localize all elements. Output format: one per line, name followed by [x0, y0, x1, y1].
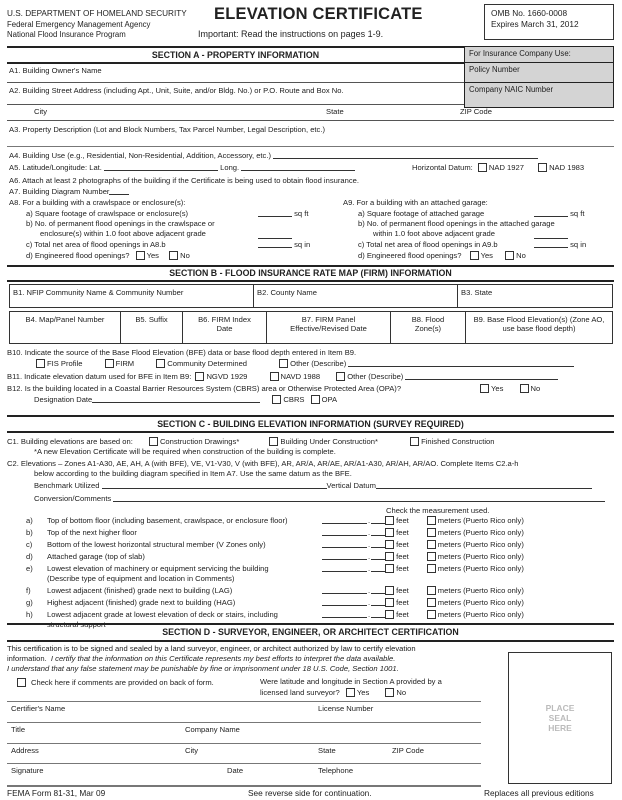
vertical-datum-label: Vertical Datum	[326, 481, 376, 490]
b12-yes-checkbox[interactable]	[480, 384, 489, 393]
elevation-decimal-input[interactable]	[371, 598, 385, 606]
elevation-item-entry: . feet meters (Puerto Rico only)	[322, 610, 524, 619]
b12-answer	[480, 384, 540, 393]
elevation-item-label: (Describe type of equipment and location in Comments)	[47, 574, 235, 583]
elevation-item-entry: . feet meters (Puerto Rico only)	[322, 516, 524, 525]
cbrs-label: CBRS	[283, 395, 305, 404]
feet-checkbox[interactable]	[385, 610, 394, 619]
a9b-label-1: b) No. of permanent flood openings in the attached garage	[358, 219, 555, 228]
a5-latitude-input[interactable]	[104, 163, 218, 171]
elevation-item-key: a)	[26, 516, 33, 525]
a3-property-description-field[interactable]: A3. Property Description (Lot and Block Numbers, Tax Parcel Number, Legal Description, etc.)	[9, 125, 325, 134]
check-measurement-label: Check the measurement used.	[386, 506, 490, 515]
a9c-unit: sq in	[570, 240, 587, 249]
divider	[7, 431, 614, 433]
omb-expires: Expires March 31, 2012	[491, 19, 579, 29]
a4-row	[9, 151, 538, 160]
b10-other-checkbox[interactable]	[279, 359, 288, 368]
elevation-item-entry: . feet meters (Puerto Rico only)	[322, 564, 524, 573]
feet-label: feet	[396, 586, 409, 595]
a9b-label-2: within 1.0 foot above adjacent grade	[373, 229, 496, 238]
meters-label: meters (Puerto Rico only)	[437, 552, 524, 561]
divider	[7, 146, 614, 147]
cbrs-checkbox[interactable]	[272, 395, 281, 404]
latlong-question-row	[260, 688, 406, 697]
designation-date-input[interactable]	[92, 395, 260, 403]
a9b-row	[534, 231, 568, 240]
agency-line-fema: Federal Emergency Management Agency	[7, 19, 151, 29]
feet-label: feet	[396, 528, 409, 537]
a2-state-field[interactable]: State	[326, 107, 344, 116]
elevation-item-key: d)	[26, 552, 33, 561]
conversion-row	[34, 494, 605, 503]
agency-block	[7, 9, 187, 41]
state-field[interactable]: State	[318, 746, 336, 755]
elevation-decimal-input[interactable]	[371, 586, 385, 594]
meters-checkbox[interactable]	[427, 540, 436, 549]
latlong-yes-label: Yes	[356, 688, 370, 697]
elevation-decimal-input[interactable]	[371, 528, 385, 536]
a4-building-use-label: A4. Building Use (e.g., Residential, Non-Residential, Addition, Accessory, etc.)	[9, 151, 271, 160]
b11-other-label: Other (Describe)	[347, 372, 404, 381]
a9d-label: d) Engineered flood openings?	[358, 251, 462, 260]
divider	[7, 280, 614, 282]
firm-table-row-1	[9, 284, 613, 308]
a8d-yes-label: Yes	[146, 251, 159, 260]
horizontal-datum-label: Horizontal Datum:	[412, 163, 473, 172]
divider	[7, 62, 464, 64]
elevation-value-input[interactable]	[322, 516, 367, 524]
b7-panel-date-field[interactable]: B7. FIRM Panel Effective/Revised Date	[267, 312, 391, 343]
a9d-no-checkbox[interactable]	[505, 251, 514, 260]
a9a-label: a) Square footage of attached garage	[358, 209, 485, 218]
a2-zip-field[interactable]: ZIP Code	[460, 107, 492, 116]
company-name-field[interactable]: Company Name	[185, 725, 240, 734]
feet-label: feet	[396, 540, 409, 549]
divider	[7, 82, 464, 83]
agency-line-nfip: National Flood Insurance Program	[7, 30, 126, 39]
b10-label: B10. Indicate the source of the Base Flood Elevation (BFE) data or base flood depth entered in Item B9.	[7, 348, 357, 357]
a8b-label-1: b) No. of permanent flood openings in the crawlspace or	[26, 219, 215, 228]
elevation-item-label: Bottom of the lowest horizontal structural member (V Zones only)	[47, 540, 266, 549]
a8c-label: c) Total net area of flood openings in A8.b	[26, 240, 166, 249]
a5-longitude-label: Long.	[220, 163, 240, 172]
divider	[7, 785, 481, 787]
feet-checkbox[interactable]	[385, 598, 394, 607]
certifier-name-field[interactable]: Certifier's Name	[11, 704, 66, 713]
a8b-label-2: enclosure(s) within 1.0 foot above adjacent grade	[40, 229, 206, 238]
divider	[7, 265, 614, 267]
certification-statement: I certify that the information on this Certificate represents my best efforts to interpret the data available.	[50, 654, 396, 663]
conversion-input[interactable]	[113, 494, 605, 502]
a9a-row	[534, 209, 584, 218]
divider	[7, 623, 614, 625]
meters-checkbox[interactable]	[427, 564, 436, 573]
signature-field[interactable]: Signature	[11, 766, 44, 775]
elevation-item-label: Lowest elevation of machinery or equipment servicing the building	[47, 564, 269, 573]
feet-checkbox[interactable]	[385, 564, 394, 573]
section-d-title: SECTION D - SURVEYOR, ENGINEER, OR ARCHITECT CERTIFICATION	[162, 627, 459, 637]
elevation-item-label: Lowest adjacent grade at lowest elevation of deck or stairs, including	[47, 610, 278, 619]
a7-diagram-input[interactable]	[109, 187, 129, 195]
elevation-decimal-input[interactable]	[371, 610, 385, 618]
meters-checkbox[interactable]	[427, 552, 436, 561]
meters-label: meters (Puerto Rico only)	[437, 610, 524, 619]
b10-firm-label: FIRM	[115, 359, 135, 368]
seal-text-place: PLACE	[545, 703, 575, 713]
vertical-datum-input[interactable]	[376, 481, 592, 489]
a6-photos-note: A6. Attach at least 2 photographs of the building if the Certificate is being used to obtain flood insurance.	[9, 176, 359, 185]
meters-label: meters (Puerto Rico only)	[437, 516, 524, 525]
meters-checkbox[interactable]	[427, 516, 436, 525]
b10-other-input[interactable]	[348, 359, 574, 367]
b12-no-label: No	[530, 384, 541, 393]
horizontal-datum-row	[412, 163, 584, 172]
latlong-question-1: Were latitude and longitude in Section A provided by a	[260, 677, 442, 686]
elevation-value-input[interactable]	[322, 528, 367, 536]
b10-community-label: Community Determined	[167, 359, 248, 368]
under-construction-label: Building Under Construction*	[280, 437, 378, 446]
b2-county-field[interactable]: B2. County Name	[254, 285, 458, 307]
naic-number-field[interactable]: Company NAIC Number	[469, 85, 554, 94]
title-field[interactable]: Title	[11, 725, 26, 734]
comments-back-label: Check here if comments are provided on back of form.	[31, 678, 214, 687]
certification-text-2	[7, 654, 395, 663]
comments-check-row	[17, 678, 214, 687]
firm-table-row-2	[9, 311, 613, 344]
feet-label: feet	[396, 564, 409, 573]
a8d-row	[26, 251, 190, 260]
elevation-item-entry: . feet meters (Puerto Rico only)	[322, 586, 524, 595]
feet-label: feet	[396, 610, 409, 619]
b5-suffix-field[interactable]: B5. Suffix	[121, 312, 183, 343]
a8-title: A8. For a building with a crawlspace or enclosure(s):	[9, 198, 186, 207]
a9b-input[interactable]	[534, 231, 568, 239]
b10-options	[36, 359, 574, 368]
nad1927-checkbox[interactable]	[478, 163, 487, 172]
b10-community-checkbox[interactable]	[156, 359, 165, 368]
instructions-note: Important: Read the instructions on pages 1-9.	[198, 29, 384, 39]
replaces-note: Replaces all previous editions	[484, 788, 594, 798]
a8a-unit: sq ft	[294, 209, 309, 218]
date-field[interactable]: Date	[227, 766, 244, 775]
a8b-input[interactable]	[258, 231, 292, 239]
meters-label: meters (Puerto Rico only)	[437, 528, 524, 537]
latlong-no-label: No	[396, 688, 407, 697]
benchmark-label: Benchmark Utilized	[34, 481, 100, 490]
meters-label: meters (Puerto Rico only)	[437, 598, 524, 607]
feet-checkbox[interactable]	[385, 552, 394, 561]
opa-checkbox[interactable]	[311, 395, 320, 404]
feet-label: feet	[396, 598, 409, 607]
page-title: ELEVATION CERTIFICATE	[214, 5, 423, 23]
certification-text-3: I understand that any false statement may be punishable by fine or imprisonment under 18 U.S. Code, Section 1001.	[7, 664, 399, 673]
a8d-no-checkbox[interactable]	[169, 251, 178, 260]
omb-box	[484, 4, 614, 40]
a1-owner-name-field[interactable]: A1. Building Owner's Name	[9, 66, 102, 75]
elevation-item-label: Top of the next higher floor	[47, 528, 137, 537]
form-id: FEMA Form 81-31, Mar 09	[7, 788, 106, 798]
b11-navd-label: NAVD 1988	[280, 372, 321, 381]
elevation-item-entry: . feet meters (Puerto Rico only)	[322, 598, 524, 607]
zip-field[interactable]: ZIP Code	[392, 746, 424, 755]
a5-longitude-input[interactable]	[241, 163, 355, 171]
finished-construction-checkbox[interactable]	[410, 437, 419, 446]
b11-other-input[interactable]	[405, 372, 558, 380]
elevation-item-key: f)	[26, 586, 31, 595]
a8c-input[interactable]	[258, 240, 292, 248]
a7-diagram-label: A7. Building Diagram Number	[9, 187, 110, 196]
certification-info-word: information.	[7, 654, 47, 663]
policy-number-field[interactable]: Policy Number	[465, 63, 613, 83]
meters-label: meters (Puerto Rico only)	[437, 540, 524, 549]
elevation-value-input[interactable]	[322, 598, 367, 606]
a9d-yes-label: Yes	[480, 251, 493, 260]
meters-checkbox[interactable]	[427, 586, 436, 595]
b12-yes-label: Yes	[491, 384, 504, 393]
a5-latitude-label: A5. Latitude/Longitude: Lat.	[9, 163, 102, 172]
elevation-item-label: Highest adjacent (finished) grade next to building (HAG)	[47, 598, 236, 607]
divider	[7, 640, 614, 642]
continuation-note: See reverse side for continuation.	[248, 788, 372, 798]
a9d-no-label: No	[516, 251, 526, 260]
insurance-box-heading: For Insurance Company Use:	[465, 47, 613, 63]
elevation-value-input[interactable]	[322, 564, 367, 572]
elevation-item-label: Attached garage (top of slab)	[47, 552, 145, 561]
c1-row	[7, 437, 495, 446]
construction-drawings-label: Construction Drawings*	[159, 437, 240, 446]
elevation-item-key: h)	[26, 610, 33, 619]
b12-no-checkbox[interactable]	[520, 384, 529, 393]
elevation-value-input[interactable]	[322, 540, 367, 548]
feet-checkbox[interactable]	[385, 586, 394, 595]
elevation-decimal-input[interactable]	[371, 516, 385, 524]
nad1927-label: NAD 1927	[488, 163, 524, 172]
elevation-item-key: g)	[26, 598, 33, 607]
a9a-unit: sq ft	[570, 209, 585, 218]
divider	[7, 120, 614, 121]
nad1983-checkbox[interactable]	[538, 163, 547, 172]
b10-firm-checkbox[interactable]	[105, 359, 114, 368]
certification-text-1: This certification is to be signed and sealed by a land surveyor, engineer, or architect authorized by law to certify elevation	[7, 644, 416, 653]
meters-label: meters (Puerto Rico only)	[437, 564, 524, 573]
b11-label: B11. Indicate elevation datum used for BFE in Item B9:	[7, 372, 192, 381]
a8c-row	[258, 240, 310, 249]
a9d-row	[358, 251, 526, 260]
latlong-no-checkbox[interactable]	[385, 688, 394, 697]
seal-placeholder	[508, 652, 612, 784]
divider	[7, 701, 481, 702]
agency-line-dhs: U.S. DEPARTMENT OF HOMELAND SECURITY	[7, 9, 187, 18]
a8a-row	[258, 209, 308, 218]
b9-bfe-field[interactable]: B9. Base Flood Elevation(s) (Zone AO, use base flood depth)	[473, 315, 605, 333]
b10-other-label: Other (Describe)	[290, 359, 347, 368]
nad1983-label: NAD 1983	[549, 163, 585, 172]
under-construction-checkbox[interactable]	[269, 437, 278, 446]
benchmark-input[interactable]	[102, 481, 327, 489]
meters-checkbox[interactable]	[427, 528, 436, 537]
feet-checkbox[interactable]	[385, 516, 394, 525]
section-a-title: SECTION A - PROPERTY INFORMATION	[151, 50, 320, 60]
meters-label: meters (Puerto Rico only)	[437, 586, 524, 595]
feet-label: feet	[396, 516, 409, 525]
a8c-unit: sq in	[294, 240, 311, 249]
divider	[7, 763, 481, 764]
a2-city-field[interactable]: City	[34, 107, 48, 116]
elevation-decimal-input[interactable]	[371, 552, 385, 560]
elevation-item-label: Top of bottom floor (including basement, crawlspace, or enclosure floor)	[47, 516, 288, 525]
a9c-label: c) Total net area of flood openings in A9.b	[358, 240, 498, 249]
conversion-label: Conversion/Comments	[34, 494, 112, 503]
meters-checkbox[interactable]	[427, 598, 436, 607]
b10-fis-profile-label: FIS Profile	[47, 359, 83, 368]
benchmark-row	[34, 481, 592, 490]
b4-map-panel-field[interactable]: B4. Map/Panel Number	[10, 312, 121, 343]
seal-text-seal: SEAL	[548, 713, 572, 723]
construction-drawings-checkbox[interactable]	[149, 437, 158, 446]
c2-line-1: C2. Elevations – Zones A1-A30, AE, AH, A (with BFE), VE, V1-V30, V (with BFE), AR, AR/A, AR/AE, AR/A1-A30, AR/AH, AR/AO. Complete Items C2.a-h	[7, 459, 519, 468]
b11-navd-checkbox[interactable]	[270, 372, 279, 381]
elevation-value-input[interactable]	[322, 610, 367, 618]
section-b-title: SECTION B - FLOOD INSURANCE RATE MAP (FIRM) INFORMATION	[169, 268, 452, 278]
b12-designation-row	[34, 395, 337, 404]
b8-flood-zone-field[interactable]: B8. Flood Zone(s)	[391, 312, 466, 343]
a2-street-address-field[interactable]: A2. Building Street Address (including Apt., Unit, Suite, and/or Bldg. No.) or P.O. Route and Box No.	[9, 86, 344, 95]
elevation-item-key: e)	[26, 564, 33, 573]
elevation-value-input[interactable]	[322, 552, 367, 560]
elevation-item-key: c)	[26, 540, 33, 549]
finished-construction-label: Finished Construction	[421, 437, 495, 446]
divider	[7, 743, 481, 744]
divider	[7, 722, 481, 723]
opa-label: OPA	[321, 395, 338, 404]
a9c-row	[534, 240, 586, 249]
a8d-yes-checkbox[interactable]	[136, 251, 145, 260]
latlong-question-2: licensed land surveyor?	[260, 688, 340, 697]
b12-label: B12. Is the building located in a Coastal Barrier Resources System (CBRS) area or Otherwise Protected Area (OPA)?	[7, 384, 402, 393]
elevation-item-label: structural support	[47, 620, 106, 629]
meters-checkbox[interactable]	[427, 610, 436, 619]
elevation-decimal-input[interactable]	[371, 564, 385, 572]
elevation-item-key: b)	[26, 528, 33, 537]
telephone-field[interactable]: Telephone	[318, 766, 354, 775]
a9a-input[interactable]	[534, 209, 568, 217]
address-field[interactable]: Address	[11, 746, 39, 755]
divider	[7, 415, 614, 417]
a9d-yes-checkbox[interactable]	[470, 251, 479, 260]
section-c-title: SECTION C - BUILDING ELEVATION INFORMATION (SURVEY REQUIRED)	[157, 419, 464, 429]
b11-row	[7, 372, 558, 381]
omb-number: OMB No. 1660-0008	[491, 8, 568, 18]
a8a-label: a) Square footage of crawlspace or enclosure(s)	[26, 209, 189, 218]
c2-line-2: below according to the building diagram specified in Item A7. Use the same datum as the BFE.	[34, 469, 352, 478]
b10-fis-profile-checkbox[interactable]	[36, 359, 45, 368]
feet-checkbox[interactable]	[385, 528, 394, 537]
elevation-item-entry: . feet meters (Puerto Rico only)	[322, 540, 524, 549]
a8b-row	[258, 231, 292, 240]
seal-text-here: HERE	[548, 723, 572, 733]
a8a-input[interactable]	[258, 209, 292, 217]
a5-row	[9, 163, 355, 172]
a7-row	[9, 187, 129, 196]
insurance-company-box	[464, 46, 614, 108]
feet-label: feet	[396, 552, 409, 561]
city-field[interactable]: City	[185, 746, 199, 755]
b11-ngvd-checkbox[interactable]	[195, 372, 204, 381]
elevation-value-input[interactable]	[322, 586, 367, 594]
elevation-item-entry: . feet meters (Puerto Rico only)	[322, 528, 524, 537]
a8d-label: d) Engineered flood openings?	[26, 251, 130, 260]
a4-building-use-input[interactable]	[273, 151, 538, 159]
divider	[7, 104, 464, 105]
a9c-input[interactable]	[534, 240, 568, 248]
a8d-no-label: No	[180, 251, 190, 260]
c1-label: C1. Building elevations are based on:	[7, 437, 133, 446]
license-number-field[interactable]: License Number	[318, 704, 374, 713]
elevation-item-entry: . feet meters (Puerto Rico only)	[322, 552, 524, 561]
elevation-decimal-input[interactable]	[371, 540, 385, 548]
a9-title: A9. For a building with an attached garage:	[343, 198, 488, 207]
b11-other-checkbox[interactable]	[336, 372, 345, 381]
latlong-yes-checkbox[interactable]	[346, 688, 355, 697]
designation-date-label: Designation Date	[34, 395, 93, 404]
b11-ngvd-label: NGVD 1929	[206, 372, 248, 381]
comments-back-checkbox[interactable]	[17, 678, 26, 687]
b6-index-date-field[interactable]: B6. FIRM Index Date	[183, 312, 267, 343]
b3-state-field[interactable]: B3. State	[461, 288, 493, 297]
c1-note: *A new Elevation Certificate will be required when construction of the building is complete.	[34, 447, 336, 456]
feet-checkbox[interactable]	[385, 540, 394, 549]
b1-community-field[interactable]: B1. NFIP Community Name & Community Number	[10, 285, 254, 307]
elevation-item-label: Lowest adjacent (finished) grade next to building (LAG)	[47, 586, 233, 595]
